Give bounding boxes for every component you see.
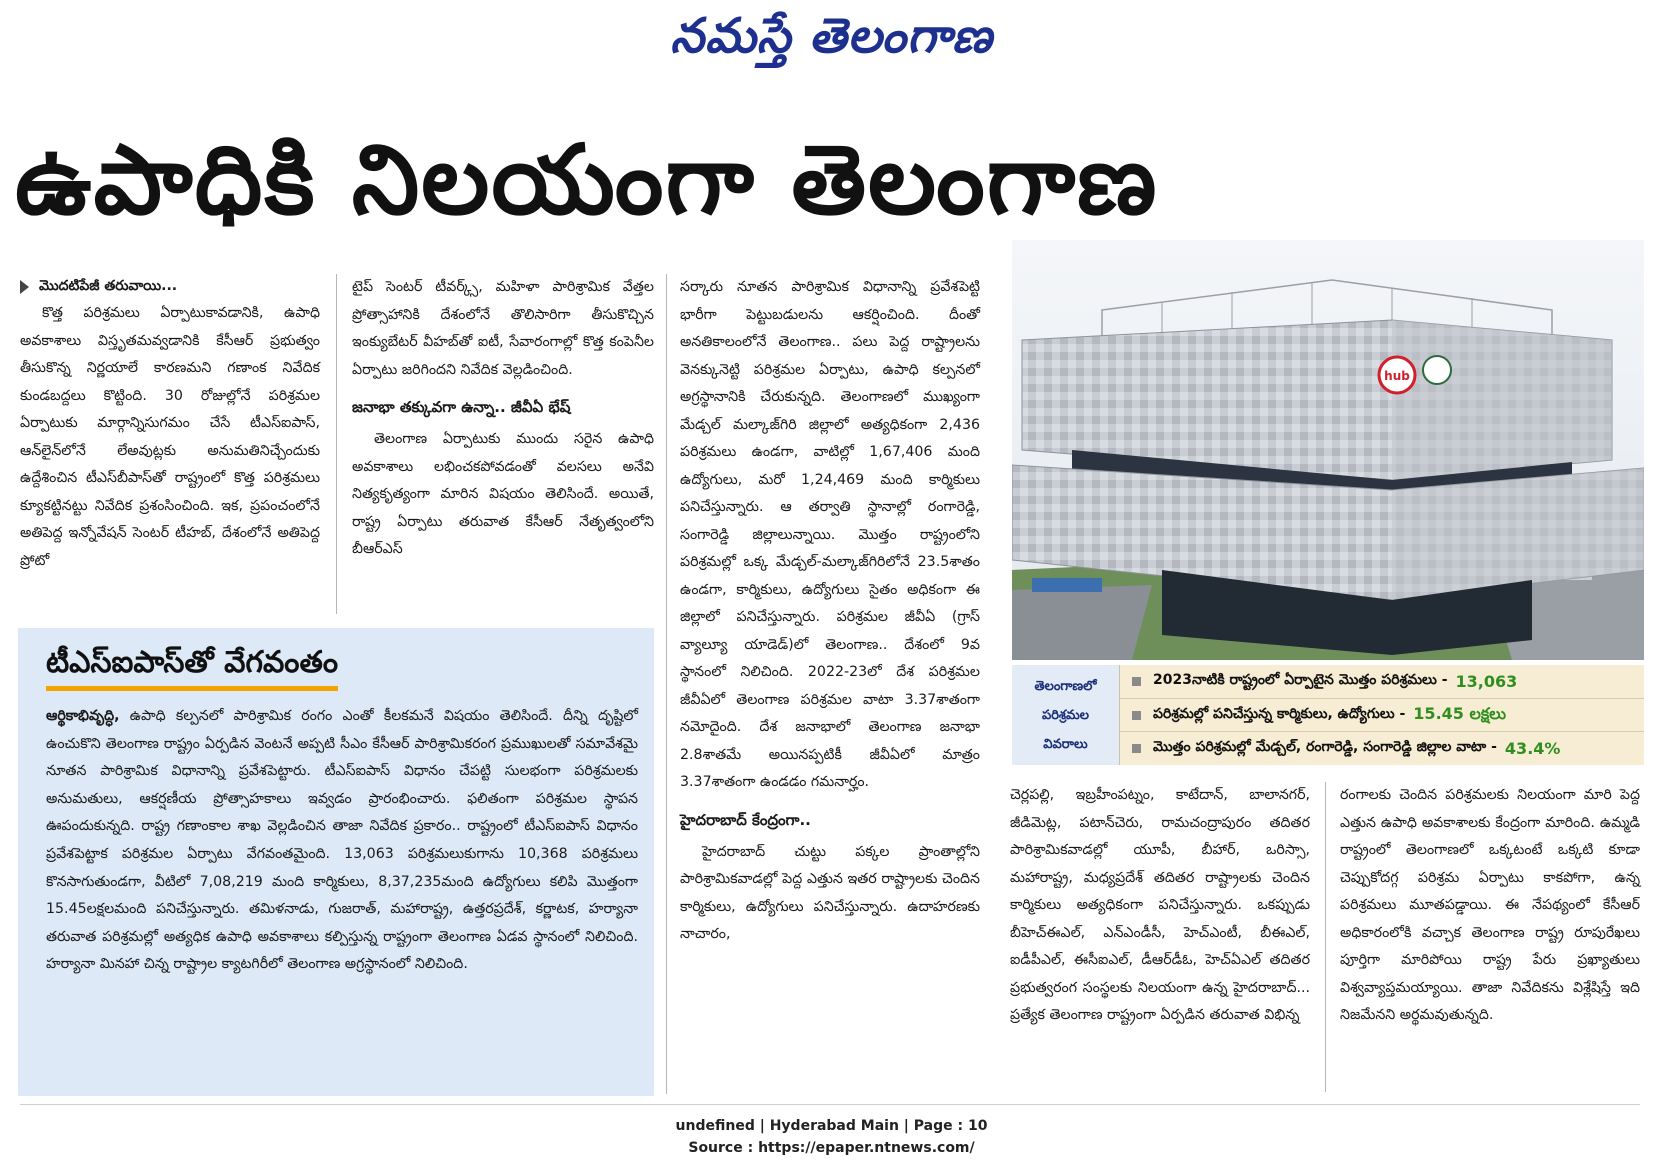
stats-row-value: 43.4%: [1504, 739, 1561, 759]
continued-label: మొదటిపేజీ తరువాయి...: [39, 278, 178, 295]
subhead-hyderabad: హైదరాబాద్ కేంద్రంగా..: [680, 810, 811, 829]
square-bullet-icon: [1132, 677, 1141, 686]
square-bullet-icon: [1132, 711, 1141, 720]
stats-label-line: వివరాలు: [1043, 736, 1088, 752]
thub-building-photo: [1012, 240, 1644, 660]
emblem-icon: [1423, 356, 1451, 384]
stats-row: [1120, 732, 1644, 765]
box-title: టీఎస్ఐపాస్‌తో వేగవంతం: [46, 642, 338, 691]
stats-label: [1012, 665, 1120, 765]
column-divider: [1325, 782, 1326, 1092]
stats-rows: [1120, 665, 1644, 765]
article-column-5: [1340, 782, 1640, 1082]
column-3-paragraph-2: హైదరాబాద్ చుట్టు పక్కల ప్రాంతాల్లోని పారిశ్రామికవాడల్లో పెద్ద ఎత్తున ఇతర రాష్ట్రాలకు చెందిన కార్మికులు, ఉద్యోగులు పనిచేస్తున్నారు. ఉదాహరణకు నాచారం,: [680, 843, 980, 942]
article-column-4: [1010, 782, 1310, 1082]
stats-row-value: 13,063: [1455, 671, 1518, 691]
industry-stats-box: [1012, 665, 1644, 765]
column-2-paragraph-2: తెలంగాణ ఏర్పాటుకు ముందు సరైన ఉపాధి అవకాశాలు లభించకపోవడంతో వలసలు అనేవి నిత్యకృత్యంగా మారిన విషయం తెలిసిందే. అయితే, రాష్ట్ర ఏర్పాటు తరువాత కేసీఆర్ నేతృత్వంలోని బీఆర్ఎస్: [352, 431, 654, 557]
footer-edition-info: undefined | Hyderabad Main | Page : 10: [675, 1118, 988, 1134]
sidebar-box-tsipass: [18, 628, 654, 1096]
column-1-text: కొత్త పరిశ్రమలు ఏర్పాటుకావడానికి, ఉపాధి అవకాశాలు విస్తృతమవ్వడానికి కేసీఆర్ ప్రభుత్వం తీసుకొన్న నిర్ణయాలే కారణమని గణాంక నివేదిక కుండబద్దలు కొట్టింది. 30 రోజుల్లోనే పరిశ్రమల ఏర్పాటుకు మార్గాన్నిసుగమం చేసే టీఎస్ఐపాస్, ఆన్‌లైన్‌లోనే లేఅవుట్లకు అనుమతినిచ్చేందుకు ఉద్దేశించిన టీఎస్‌బీపాస్‌తో రాష్ట్రంలో కొత్త పరిశ్రమలు క్యూకట్టినట్టు నివేదిక ప్రశంసించింది. ఇక, ప్రపంచంలోనే అతిపెద్ద ఇన్నోవేషన్ సెంటర్ టీహబ్, దేశంలోనే అతిపెద్ద ప్రోటో: [20, 305, 320, 569]
box-lead-word: ఆర్థికాభివృద్ధి,: [46, 708, 120, 724]
box-body: ఉపాధి కల్పనలో పారిశ్రామిక రంగం ఎంతో కీలకమనే విషయం తెలిసిందే. దీన్ని దృష్టిలో ఉంచుకొని తెలంగాణ రాష్ట్రం ఏర్పడిన వెంటనే అప్పటి సీఎం కేసీఆర్ పారిశ్రామికరంగ ప్రముఖులతో సమావేశమై నూతన పారిశ్రామిక విధానాన్ని ప్రవేశపెట్టారు. టీఎస్ఐపాస్ విధానం చేపట్టి సులభంగా పరిశ్రమలకు అనుమతులు, ఆకర్షణీయ ప్రోత్సాహకాలు ఇవ్వడం ప్రారంభించారు. ఫలితంగా పరిశ్రమల స్థాపన ఊపందుకున్నది. రాష్ట్ర గణాంకాల శాఖ వెల్లడించిన తాజా నివేదిక ప్రకారం.. రాష్ట్రంలో టీఎస్ఐపాస్ విధానం ప్రవేశపెట్టాక పరిశ్రమల ఏర్పాటు వేగవంతమైంది. 13,063 పరిశ్రమలుకుగాను 10,368 పరిశ్రమలు కొనసాగుతుండగా, వీటిలో 7,08,219 మంది కార్మికులు, 8,37,235మంది ఉద్యోగులు కలిపి మొత్తంగా 15.45లక్షలమంది పనిచేస్తున్నారు. తమిళనాడు, గుజరాత్, మహారాష్ట్ర, ఉత్తరప్రదేశ్, కర్ణాటక, హర్యానా తరువాత పరిశ్రమల్లో అత్యధిక ఉపాధి అవకాశాలు కల్పిస్తున్న రాష్ట్రంగా తెలంగాణ ఏడవ స్థానంలో నిలిచింది. హర్యానా మినహా చిన్న రాష్ట్రాల క్యాటగిరీలో తెలంగాణ అగ్రస్థానంలో నిలిచింది.: [46, 708, 638, 973]
article-column-1: [20, 274, 320, 614]
column-4-text: చెర్లపల్లి, ఇబ్రహీంపట్నం, కాటేదాన్, బాలానగర్, జీడిమెట్ల, పటాన్‌చెరు, రామచంద్రాపురం తదితర పారిశ్రామికవాడల్లో యూపీ, బీహార్, ఒరిస్సా, మహారాష్ట్ర, మధ్యప్రదేశ్ తదితర రాష్ట్రాలకు చెందిన కార్మికులు అత్యధికంగా పనిచేస్తున్నారు. ఒకప్పుడు బీహెచ్ఈఎల్, ఎన్ఎండీసీ, హెచ్ఎంటీ, బీఈఎల్, ఐడీపీఎల్, ఈసీఐఎల్, డీఆర్‌డీఓ, హెచ్ఏఎల్ తదితర ప్రభుత్వరంగ సంస్థలకు నిలయంగా ఉన్న హైదరాబాద్... ప్రత్యేక తెలంగాణ రాష్ట్రంగా ఏర్పడిన తరువాత విభిన్న: [1010, 787, 1310, 1023]
article-column-3: [680, 274, 980, 1084]
masthead-logo: నమస్తే తెలంగాణ: [670, 8, 993, 64]
square-bullet-icon: [1132, 744, 1141, 753]
continued-from-front-page: [20, 274, 320, 300]
box-text: [46, 703, 638, 979]
stats-label-line: తెలంగాణలో: [1034, 678, 1097, 694]
building-illustration: [1012, 240, 1644, 660]
hub-logo-text: hub: [1384, 369, 1410, 383]
subhead-gva: జనాభా తక్కువగా ఉన్నా.. జీవీఏ భేష్: [352, 398, 571, 416]
stats-label-line: పరిశ్రమల: [1041, 707, 1090, 723]
page-headline: ఉపాధికి నిలయంగా తెలంగాణ: [15, 124, 1159, 236]
footer-divider: [20, 1104, 1640, 1105]
stats-row-text: 2023నాటికి రాష్ట్రంలో ఏర్పాటైన మొత్తం పరిశ్రమలు -: [1153, 671, 1448, 688]
stats-row-value: 15.45 లక్షలు: [1413, 703, 1507, 723]
arrow-right-icon: [20, 280, 29, 294]
article-column-2: [352, 274, 654, 614]
stats-row: [1120, 699, 1644, 733]
column-2-paragraph-1: టైప్ సెంటర్ టీవర్క్స్, మహిళా పారిశ్రామిక వేత్తల ప్రోత్సాహానికి దేశంలోనే తొలిసారిగా తీసుకొచ్చిన ఇంక్యుబేటర్ వీహబ్‌తో ఐటీ, సేవారంగాల్లో కొత్త కంపెనీల ఏర్పాటు జరిగిందని నివేదిక వెల్లడించింది.: [352, 279, 654, 378]
stats-row: [1120, 665, 1644, 699]
column-divider: [666, 274, 667, 1094]
column-divider: [336, 274, 337, 614]
footer-source-link[interactable]: Source : https://epaper.ntnews.com/: [688, 1140, 975, 1156]
column-5-text: రంగాలకు చెందిన పరిశ్రమలకు నిలయంగా మారి పెద్ద ఎత్తున ఉపాధి అవకాశాలకు కేంద్రంగా మారింది. ఉమ్మడి రాష్ట్రంలో తెలంగాణలో ఒక్కటంటే ఒక్కటి కూడా చెప్పుకోదగ్గ పరిశ్రమ ఏర్పాటు కాకపోగా, ఉన్న పరిశ్రమలు మూతపడ్డాయి. ఈ నేపథ్యంలో కేసీఆర్ అధికారంలోకి వచ్చాక తెలంగాణ రాష్ట్ర రూపురేఖలు పూర్తిగా మారిపోయి రాష్ట్ర పేరు ప్రఖ్యాతులు విశ్వవ్యాప్తమయ్యాయి. తాజా నివేదికను విశ్లేషిస్తే ఇది నిజమేనని అర్థమవుతున్నది.: [1340, 787, 1640, 1023]
stats-row-text: మొత్తం పరిశ్రమల్లో మేడ్చల్, రంగారెడ్డి, సంగారెడ్డి జిల్లాల వాటా -: [1153, 739, 1497, 756]
column-3-paragraph-1: సర్కారు నూతన పారిశ్రామిక విధానాన్ని ప్రవేశపెట్టి భారీగా పెట్టుబడులను ఆకర్షించింది. దీంతో అనతికాలంలోనే తెలంగాణ.. పలు పెద్ద రాష్ట్రాలను వెనక్కునెట్టి పరిశ్రమల ఏర్పాటు, ఉపాధి కల్పనలో అగ్రస్థానానికి చేరుకున్నది. తెలంగాణలో ముఖ్యంగా మేడ్చల్ మల్కాజ్‌గిరి జిల్లాలో అత్యధికంగా 2,436 పరిశ్రమలు ఉండగా, వాటిల్లో 1,67,406 మంది ఉద్యోగులు, మరో 1,24,469 మంది కార్మికులు పనిచేస్తున్నారు. ఆ తర్వాతి స్థానాల్లో రంగారెడ్డి, సంగారెడ్డి జిల్లాలున్నాయి. మొత్తం రాష్ట్రంలోని పరిశ్రమల్లో ఒక్క మేడ్చల్-మల్కాజ్‌గిరిలోనే 23.5శాతం ఉండగా, కార్మికులు, ఉద్యోగులు సైతం అధికంగా ఈ జిల్లాలో పనిచేస్తున్నారు. పరిశ్రమల జీవీఏ (గ్రాస్ వ్యాల్యూ యాడెడ్)లో తెలంగాణ.. దేశంలో 9వ స్థానంలో నిలిచింది. 2022-23లో దేశ పరిశ్రమల జీవీఏలో తెలంగాణ పరిశ్రమల వాటా 3.37శాతంగా నమోదైంది. దేశ జనాభాలో తెలంగాణ జనాభా 2.8శాతమే అయినప్పటికీ జీవీఏలో మాత్రం 3.37శాతంగా ఉండడం గమనార్హం.: [680, 279, 980, 790]
stats-row-text: పరిశ్రమల్లో పనిచేస్తున్న కార్మికులు, ఉద్యోగులు -: [1153, 705, 1406, 722]
